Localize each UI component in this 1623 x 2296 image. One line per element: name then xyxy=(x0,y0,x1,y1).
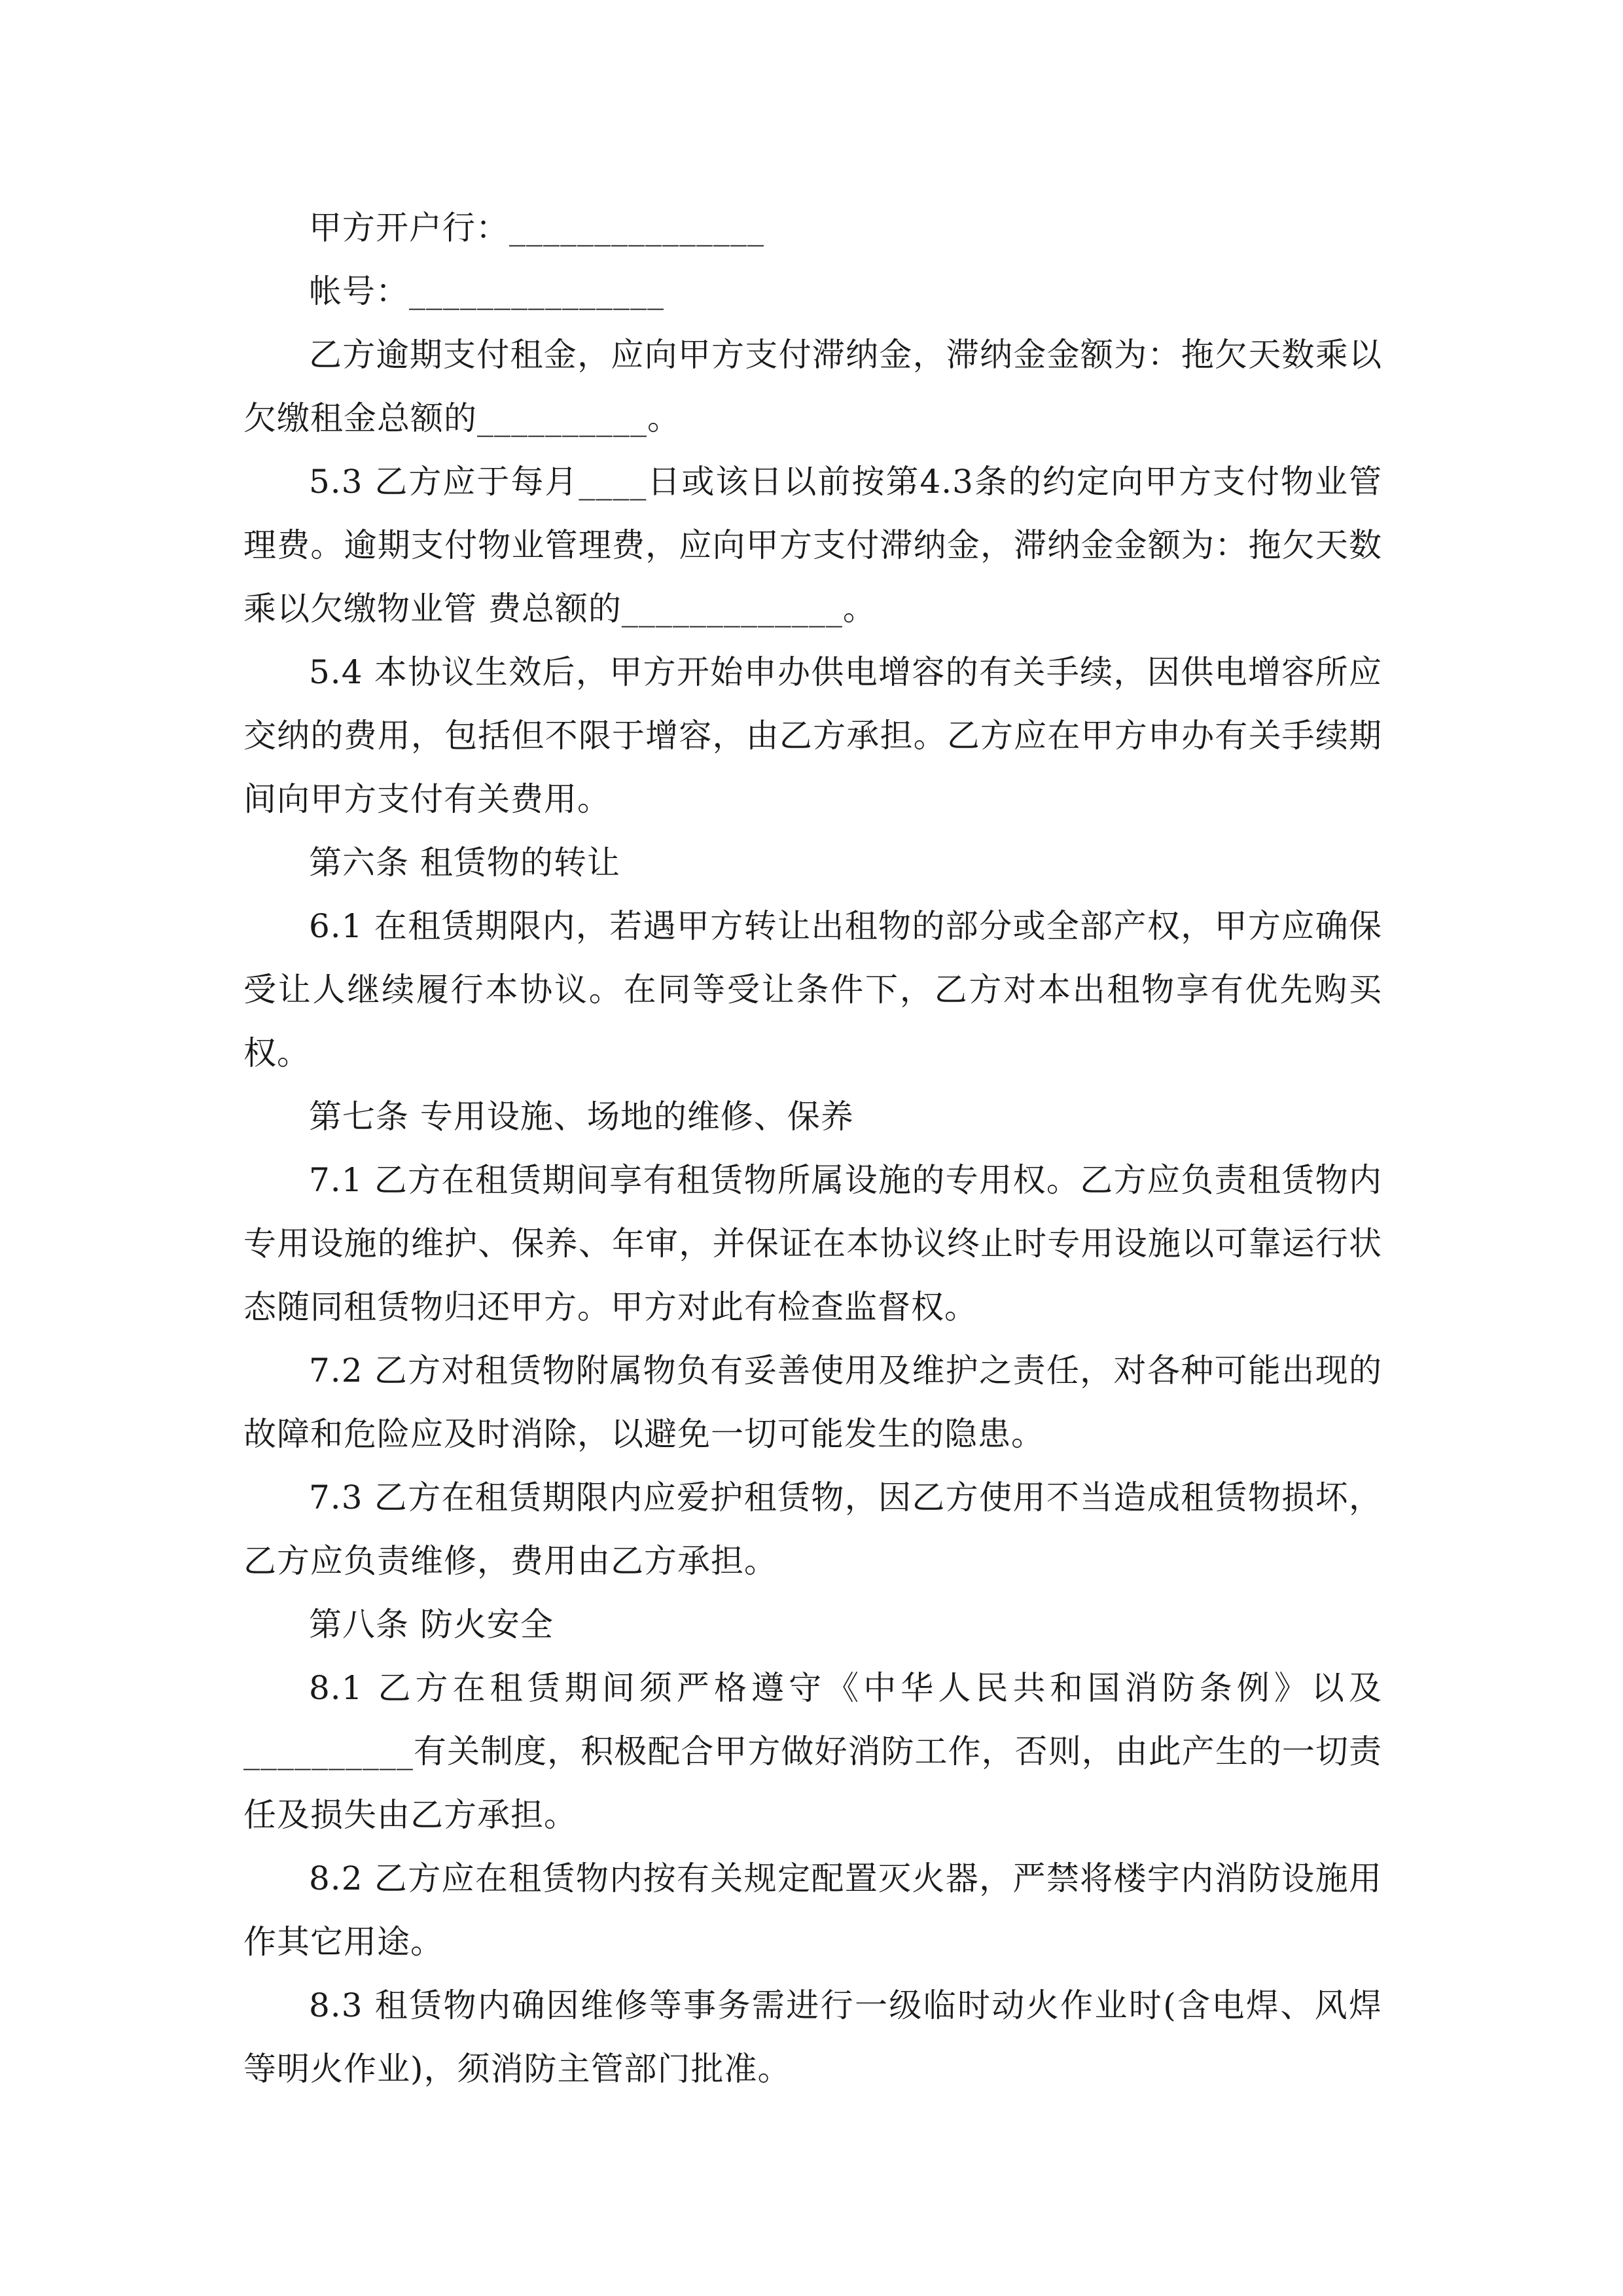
late-fee-paragraph: 乙方逾期支付租金，应向甲方支付滞纳金，滞纳金金额为：拖欠天数乘以欠缴租金总额的__________。 xyxy=(243,336,1382,437)
clause-7-1: 7.1 乙方在租赁期间享有租赁物所属设施的专用权。乙方应负责租赁物内专用设施的维护、保养、年审，并保证在本协议终止时专用设施以可靠运行状态随同租赁物归还甲方。甲方对此有检查监督权。 xyxy=(243,1161,1382,1326)
clause-8-3: 8.3 租赁物内确因维修等事务需进行一级临时动火作业时(含电焊、风焊等明火作业)，须消防主管部门批准。 xyxy=(243,1986,1382,2088)
article-6-heading: 第六条 租赁物的转让 xyxy=(309,844,620,882)
clause-5-4: 5.4 本协议生效后，甲方开始申办供电增容的有关手续，因供电增容所应交纳的费用，包括但不限于增容，由乙方承担。乙方应在甲方申办有关手续期间向甲方支付有关费用。 xyxy=(243,653,1382,818)
clause-7-3: 7.3 乙方在租赁期限内应爱护租赁物，因乙方使用不当造成租赁物损坏，乙方应负责维修，费用由乙方承担。 xyxy=(243,1479,1382,1580)
bank-line: 甲方开户行：_______________ xyxy=(309,209,764,247)
clause-8-2: 8.2 乙方应在租赁物内按有关规定配置灭火器，严禁将楼宇内消防设施用作其它用途。 xyxy=(243,1859,1382,1961)
document-body xyxy=(243,196,1382,2101)
clause-8-1: 8.1 乙方在租赁期间须严格遵守《中华人民共和国消防条例》以及__________有关制度，积极配合甲方做好消防工作，否则，由此产生的一切责任及损失由乙方承担。 xyxy=(243,1669,1382,1834)
clause-7-2: 7.2 乙方对租赁物附属物负有妥善使用及维护之责任，对各种可能出现的故障和危险应及时消除，以避免一切可能发生的隐患。 xyxy=(243,1352,1382,1453)
clause-5-3: 5.3 乙方应于每月____日或该日以前按第4.3条的约定向甲方支付物业管理费。逾期支付物业管理费，应向甲方支付滞纳金，滞纳金金额为：拖欠天数乘以欠缴物业管 费总额的_____________。 xyxy=(243,463,1382,628)
article-7-heading: 第七条 专用设施、场地的维修、保养 xyxy=(309,1098,854,1136)
article-8-heading: 第八条 防火安全 xyxy=(309,1605,554,1643)
account-line: 帐号：_______________ xyxy=(309,272,664,310)
clause-6-1: 6.1 在租赁期限内，若遇甲方转让出租物的部分或全部产权，甲方应确保受让人继续履行本协议。在同等受让条件下，乙方对本出租物享有优先购买权。 xyxy=(243,907,1382,1072)
